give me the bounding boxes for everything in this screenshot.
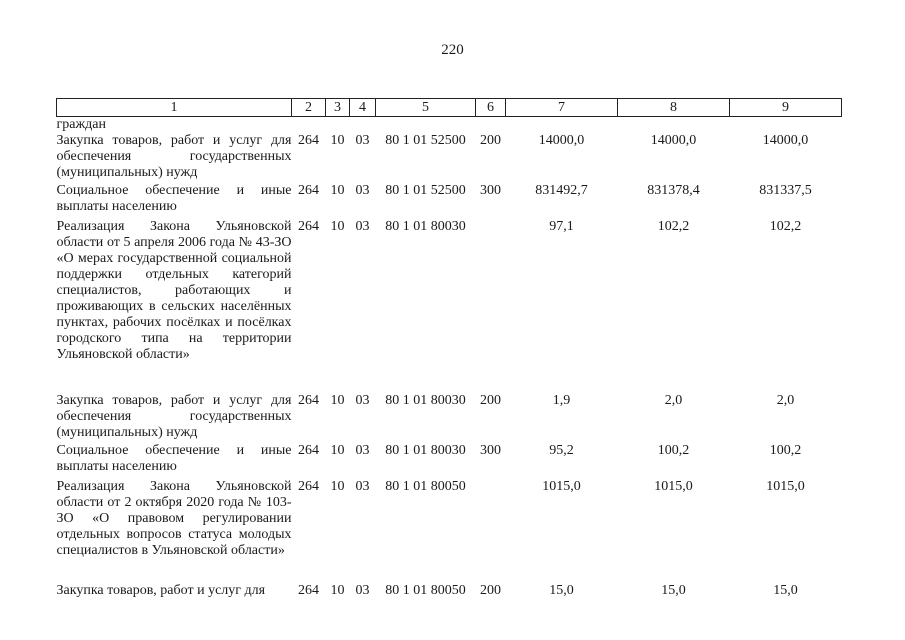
cell-amount-9: 1015,0 <box>766 479 805 494</box>
cell-code: 264 <box>298 183 319 198</box>
cell-code: 264 <box>298 133 319 148</box>
cell-subsection: 03 <box>355 219 370 234</box>
cell-amount-7: 97,1 <box>549 219 574 234</box>
table-row <box>57 117 842 134</box>
cell-section: 10 <box>330 583 345 598</box>
cell-section: 10 <box>330 393 345 408</box>
cell-section: 10 <box>330 183 345 198</box>
table-header <box>57 99 842 117</box>
row-name: Социальное обеспечение и иные выплаты населению <box>56 443 292 474</box>
column-header: 4 <box>350 99 376 117</box>
column-header: 3 <box>326 99 350 117</box>
table-row <box>57 479 842 583</box>
cell-amount-7: 1,9 <box>552 393 571 408</box>
cell-section: 10 <box>330 133 345 148</box>
column-header: 2 <box>292 99 326 117</box>
cell-amount-7: 15,0 <box>549 583 574 598</box>
column-header: 6 <box>476 99 506 117</box>
cell-target: 80 1 01 80050 <box>385 479 466 494</box>
cell-amount-8: 14000,0 <box>650 133 697 148</box>
cell-target: 80 1 01 80030 <box>385 393 466 408</box>
cell-code: 264 <box>298 393 319 408</box>
table-row <box>57 219 842 393</box>
cell-amount-8: 100,2 <box>657 443 690 458</box>
cell-code: 264 <box>298 219 319 234</box>
column-header: 7 <box>506 99 618 117</box>
row-name: Закупка товаров, работ и услуг для обеспечения государственных (муниципальных) нужд <box>56 133 292 180</box>
cell-subsection: 03 <box>355 443 370 458</box>
cell-subsection: 03 <box>355 583 370 598</box>
table-body <box>57 117 842 604</box>
cell-target: 80 1 01 52500 <box>385 133 466 148</box>
cell-target: 80 1 01 80030 <box>385 219 466 234</box>
cell-amount-8: 831378,4 <box>647 183 700 198</box>
row-name: Закупка товаров, работ и услуг для обеспечения государственных (муниципальных) нужд <box>56 393 292 440</box>
cell-type: 300 <box>480 443 501 458</box>
cell-section: 10 <box>330 219 345 234</box>
column-header: 5 <box>376 99 476 117</box>
cell-type: 200 <box>480 583 501 598</box>
column-header: 9 <box>730 99 842 117</box>
row-name: Реализация Закона Ульяновской области от 2 октября 2020 года № 103-ЗО «О правовом регулировании отдельных вопросов статуса молодых специалистов в Ульяновской области» <box>56 479 292 558</box>
cell-type <box>476 219 506 393</box>
table-row <box>57 133 842 183</box>
cell-amount-9: 831337,5 <box>759 183 812 198</box>
table-row <box>57 583 842 603</box>
cell-amount-7: 95,2 <box>549 443 574 458</box>
row-name: Закупка товаров, работ и услуг для <box>56 583 266 598</box>
table-row <box>57 443 842 479</box>
cell-amount-9: 14000,0 <box>762 133 809 148</box>
cell-subsection: 03 <box>355 133 370 148</box>
column-header: 1 <box>57 99 292 117</box>
cell-code: 264 <box>298 479 319 494</box>
cell-amount-7: 831492,7 <box>535 183 588 198</box>
cell-section: 10 <box>330 443 345 458</box>
cell-code: 264 <box>298 583 319 598</box>
cell-amount-7: 14000,0 <box>538 133 585 148</box>
cell-amount-9: 102,2 <box>769 219 802 234</box>
cell-amount-7: 1015,0 <box>542 479 581 494</box>
cell-amount-9: 15,0 <box>773 583 798 598</box>
cell-type: 300 <box>480 183 501 198</box>
cell-subsection: 03 <box>355 393 370 408</box>
cell-amount-9: 100,2 <box>769 443 802 458</box>
cell-amount-8: 102,2 <box>657 219 690 234</box>
cell-type: 200 <box>480 393 501 408</box>
row-name: Социальное обеспечение и иные выплаты населению <box>56 183 292 214</box>
row-name: Реализация Закона Ульяновской области от 5 апреля 2006 года № 43-ЗО «О мерах государственной социальной поддержки отдельных категорий специалистов, работающих и проживающих в сельских населённых пунктах, рабочих посёлках и посёлках городского типа на территории Ульяновской области» <box>56 219 292 362</box>
cell-amount-9: 2,0 <box>776 393 795 408</box>
continuation-text: граждан <box>56 117 106 132</box>
cell-section: 10 <box>330 479 345 494</box>
cell-target: 80 1 01 52500 <box>385 183 466 198</box>
page-number: 220 <box>441 42 464 58</box>
cell-amount-8: 15,0 <box>661 583 686 598</box>
cell-code: 264 <box>298 443 319 458</box>
cell-amount-8: 1015,0 <box>654 479 693 494</box>
cell-subsection: 03 <box>355 479 370 494</box>
cell-target: 80 1 01 80050 <box>385 583 466 598</box>
table-row <box>57 183 842 219</box>
table-row <box>57 393 842 443</box>
cell-type <box>476 479 506 583</box>
column-header: 8 <box>618 99 730 117</box>
cell-amount-8: 2,0 <box>664 393 683 408</box>
budget-table <box>56 98 842 603</box>
cell-target: 80 1 01 80030 <box>385 443 466 458</box>
cell-subsection: 03 <box>355 183 370 198</box>
cell-type: 200 <box>480 133 501 148</box>
